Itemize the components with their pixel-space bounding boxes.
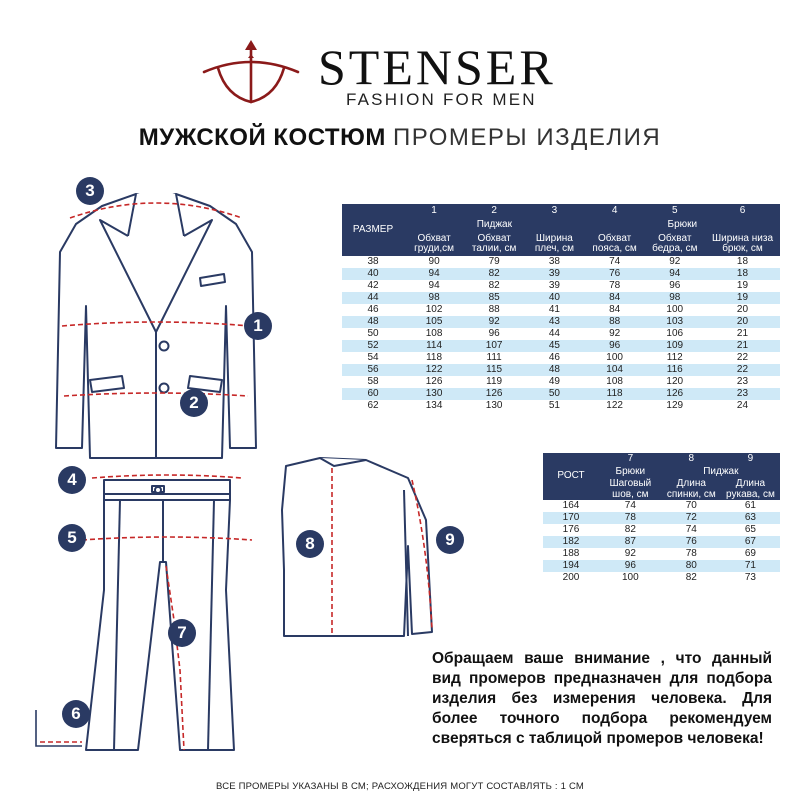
measurement-badge-9: 9 bbox=[436, 526, 464, 554]
table-cell: 49 bbox=[548, 376, 560, 387]
table-row bbox=[342, 268, 780, 280]
row-label-cell: 54 bbox=[367, 352, 379, 363]
table-cell: 105 bbox=[404, 316, 464, 328]
row-label-cell: 200 bbox=[562, 572, 580, 583]
table-cell: 108 bbox=[425, 328, 443, 339]
col-header: Обхват пояса, см bbox=[585, 232, 645, 256]
table-cell: 130 bbox=[485, 400, 503, 411]
table-row bbox=[342, 316, 780, 328]
jacket-front-illustration bbox=[30, 180, 280, 470]
table-cell: 84 bbox=[609, 304, 621, 315]
table-cell: 126 bbox=[464, 388, 524, 400]
table-cell: 82 bbox=[624, 524, 636, 535]
table-cell: 46 bbox=[548, 352, 560, 363]
row-label-cell: 40 bbox=[342, 268, 404, 280]
col-number: 1 bbox=[404, 204, 464, 218]
row-label-cell: 48 bbox=[342, 316, 404, 328]
table-cell: 21 bbox=[705, 340, 780, 352]
table-cell: 92 bbox=[669, 256, 681, 267]
col-header: Ширина плеч, см bbox=[524, 232, 585, 256]
table-cell: 50 bbox=[524, 388, 585, 400]
table-row bbox=[543, 512, 780, 524]
table-cell: 84 bbox=[585, 292, 645, 304]
table-cell: 114 bbox=[404, 340, 464, 352]
table-cell: 92 bbox=[624, 548, 636, 559]
table-cell: 88 bbox=[488, 304, 500, 315]
table-cell: 76 bbox=[662, 536, 721, 548]
table-cell: 120 bbox=[666, 376, 684, 387]
table-cell: 78 bbox=[599, 512, 662, 524]
table-row bbox=[342, 280, 780, 292]
table-cell: 19 bbox=[705, 292, 780, 304]
table-cell: 112 bbox=[666, 352, 683, 363]
group-jacket: Пиджак bbox=[404, 218, 585, 232]
table-row bbox=[342, 328, 780, 340]
table-cell: 94 bbox=[645, 268, 705, 280]
col-header: Длина спинки, см bbox=[662, 479, 721, 500]
row-label-cell: 56 bbox=[342, 364, 404, 376]
table-row bbox=[342, 376, 780, 388]
measurement-badge-1: 1 bbox=[244, 312, 272, 340]
table-row bbox=[543, 524, 780, 536]
table-row bbox=[543, 536, 780, 548]
table-cell: 70 bbox=[685, 500, 697, 511]
row-label-cell: 62 bbox=[367, 400, 379, 411]
measurement-badge-3: 3 bbox=[76, 177, 104, 205]
row-label-cell: 182 bbox=[543, 536, 599, 548]
table-cell: 39 bbox=[524, 268, 585, 280]
table-cell: 108 bbox=[606, 376, 623, 387]
col-number: 5 bbox=[645, 204, 705, 218]
row-label-cell: 188 bbox=[562, 548, 580, 559]
table-cell: 94 bbox=[428, 280, 440, 291]
brand-name: STENSER bbox=[318, 39, 556, 95]
table-cell: 118 bbox=[585, 388, 645, 400]
col-number: 3 bbox=[524, 204, 585, 218]
table-cell: 111 bbox=[486, 352, 502, 363]
table-cell: 41 bbox=[548, 304, 560, 315]
table-cell: 96 bbox=[669, 280, 681, 291]
brand-logo-icon bbox=[196, 38, 306, 110]
table-cell: 90 bbox=[428, 256, 440, 267]
table-cell: 39 bbox=[548, 280, 560, 291]
table-cell: 92 bbox=[609, 328, 621, 339]
table-cell: 129 bbox=[666, 400, 684, 411]
table-cell: 44 bbox=[548, 328, 560, 339]
row-label-cell: 44 bbox=[342, 292, 404, 304]
table-cell: 116 bbox=[645, 364, 705, 376]
table-row bbox=[342, 256, 780, 268]
table-cell: 69 bbox=[744, 548, 756, 559]
table-cell: 73 bbox=[744, 572, 756, 583]
col-number: 7 bbox=[599, 453, 662, 465]
measurement-badge-7: 7 bbox=[168, 619, 196, 647]
table-cell: 107 bbox=[464, 340, 524, 352]
table-cell: 20 bbox=[705, 316, 780, 328]
row-label-cell: 60 bbox=[342, 388, 404, 400]
table-cell: 51 bbox=[548, 400, 560, 411]
table-cell: 22 bbox=[705, 364, 780, 376]
table-row bbox=[342, 400, 780, 412]
table-cell: 48 bbox=[524, 364, 585, 376]
col-header: Обхват бедра, см bbox=[645, 232, 705, 256]
table-cell: 72 bbox=[662, 512, 721, 524]
table-cell: 100 bbox=[622, 572, 639, 583]
table-row bbox=[342, 304, 780, 316]
table-cell: 88 bbox=[585, 316, 645, 328]
table-cell: 126 bbox=[645, 388, 705, 400]
row-label-cell: 194 bbox=[543, 560, 599, 572]
table-cell: 100 bbox=[666, 304, 684, 315]
table-cell: 63 bbox=[721, 512, 780, 524]
table-cell: 24 bbox=[736, 400, 749, 411]
row-label-cell: 52 bbox=[342, 340, 404, 352]
page-title bbox=[0, 124, 800, 152]
table-cell: 74 bbox=[609, 256, 621, 267]
measurement-badge-4: 4 bbox=[58, 466, 86, 494]
size-header: РАЗМЕР bbox=[342, 204, 404, 256]
table-cell: 23 bbox=[705, 388, 780, 400]
table-cell: 22 bbox=[736, 352, 749, 363]
table-row bbox=[342, 364, 780, 376]
table-cell: 122 bbox=[606, 400, 623, 411]
table-cell: 38 bbox=[548, 256, 560, 267]
table-row bbox=[543, 560, 780, 572]
table-row bbox=[342, 292, 780, 304]
table-cell: 119 bbox=[486, 376, 503, 387]
table-cell: 109 bbox=[645, 340, 705, 352]
row-label-cell: 176 bbox=[562, 524, 580, 535]
col-number: 6 bbox=[705, 204, 780, 218]
table-cell: 98 bbox=[645, 292, 705, 304]
col-header: Обхват груди,см bbox=[404, 232, 464, 256]
table-cell: 94 bbox=[404, 268, 464, 280]
row-label-cell: 58 bbox=[367, 376, 379, 387]
table-cell: 130 bbox=[404, 388, 464, 400]
title-light: ПРОМЕРЫ ИЗДЕЛИЯ bbox=[393, 124, 662, 151]
table-row bbox=[342, 340, 780, 352]
table-cell: 65 bbox=[744, 524, 756, 535]
table-cell: 102 bbox=[425, 304, 443, 315]
table-cell: 21 bbox=[736, 328, 749, 339]
table-cell: 122 bbox=[404, 364, 464, 376]
table-cell: 96 bbox=[585, 340, 645, 352]
table-cell: 43 bbox=[524, 316, 585, 328]
table-cell: 18 bbox=[705, 268, 780, 280]
table-cell: 82 bbox=[685, 572, 697, 583]
table-cell: 104 bbox=[585, 364, 645, 376]
col-number: 4 bbox=[585, 204, 645, 218]
table-row bbox=[543, 500, 780, 512]
table-cell: 100 bbox=[606, 352, 623, 363]
measurement-badge-6: 6 bbox=[62, 700, 90, 728]
table-cell: 106 bbox=[666, 328, 684, 339]
table-cell: 103 bbox=[645, 316, 705, 328]
col-header: Длина рукава, см bbox=[721, 479, 780, 500]
table-cell: 23 bbox=[736, 376, 749, 387]
table-cell: 67 bbox=[721, 536, 780, 548]
table-cell: 19 bbox=[736, 280, 749, 291]
group-trousers: Брюки bbox=[585, 218, 780, 232]
row-label-cell: 170 bbox=[543, 512, 599, 524]
brand-tagline: FASHION FOR MEN bbox=[346, 90, 537, 109]
col-number: 2 bbox=[464, 204, 524, 218]
col-number: 8 bbox=[662, 453, 721, 465]
table-row bbox=[543, 572, 780, 584]
row-label-cell: 38 bbox=[367, 256, 379, 267]
table-row bbox=[342, 388, 780, 400]
col-header: Шаговый шов, см bbox=[599, 479, 662, 500]
notice-text: Обращаем ваше внимание , что данный вид промеров предназначен для подбора изделия без измерения человека. Для более точного подбора рекомендуем сверяться с таблицой промеров человека! bbox=[432, 650, 772, 747]
measurement-badge-2: 2 bbox=[180, 389, 208, 417]
table-cell: 74 bbox=[685, 524, 697, 535]
table-cell: 87 bbox=[599, 536, 662, 548]
height-header: РОСТ bbox=[543, 453, 599, 500]
table-cell: 61 bbox=[744, 500, 756, 511]
height-table bbox=[543, 453, 780, 584]
table-cell: 118 bbox=[426, 352, 443, 363]
table-cell: 40 bbox=[524, 292, 585, 304]
col-number: 9 bbox=[721, 453, 780, 465]
table-cell: 85 bbox=[464, 292, 524, 304]
table-cell: 92 bbox=[464, 316, 524, 328]
table-cell: 74 bbox=[624, 500, 636, 511]
table-cell: 82 bbox=[464, 268, 524, 280]
size-table bbox=[342, 204, 780, 412]
table-cell: 126 bbox=[425, 376, 443, 387]
table-cell: 20 bbox=[736, 304, 749, 315]
table-cell: 78 bbox=[609, 280, 621, 291]
row-label-cell: 164 bbox=[562, 500, 580, 511]
row-label-cell: 46 bbox=[367, 304, 379, 315]
footnote: ВСЕ ПРОМЕРЫ УКАЗАНЫ В СМ; РАСХОЖДЕНИЯ МОГУТ СОСТАВЛЯТЬ : 1 СМ bbox=[215, 781, 585, 792]
col-header: Обхват талии, см bbox=[464, 232, 524, 256]
measurement-badge-8: 8 bbox=[296, 530, 324, 558]
table-cell: 71 bbox=[721, 560, 780, 572]
table-cell: 76 bbox=[585, 268, 645, 280]
table-cell: 80 bbox=[662, 560, 721, 572]
table-cell: 98 bbox=[404, 292, 464, 304]
col-header: Ширина низа брюк, см bbox=[705, 232, 780, 256]
table-cell: 82 bbox=[488, 280, 500, 291]
table-cell: 134 bbox=[425, 400, 443, 411]
row-label-cell: 50 bbox=[367, 328, 379, 339]
table-cell: 96 bbox=[599, 560, 662, 572]
title-bold: МУЖСКОЙ КОСТЮМ bbox=[138, 124, 386, 151]
group-trousers: Брюки bbox=[599, 465, 662, 479]
table-cell: 18 bbox=[736, 256, 749, 267]
table-cell: 79 bbox=[488, 256, 500, 267]
table-cell: 115 bbox=[464, 364, 524, 376]
table-cell: 96 bbox=[488, 328, 500, 339]
table-row bbox=[342, 352, 780, 364]
table-cell: 45 bbox=[524, 340, 585, 352]
measurement-badge-5: 5 bbox=[58, 524, 86, 552]
table-row bbox=[543, 548, 780, 560]
table-cell: 78 bbox=[685, 548, 697, 559]
row-label-cell: 42 bbox=[367, 280, 379, 291]
group-jacket: Пиджак bbox=[662, 465, 780, 479]
